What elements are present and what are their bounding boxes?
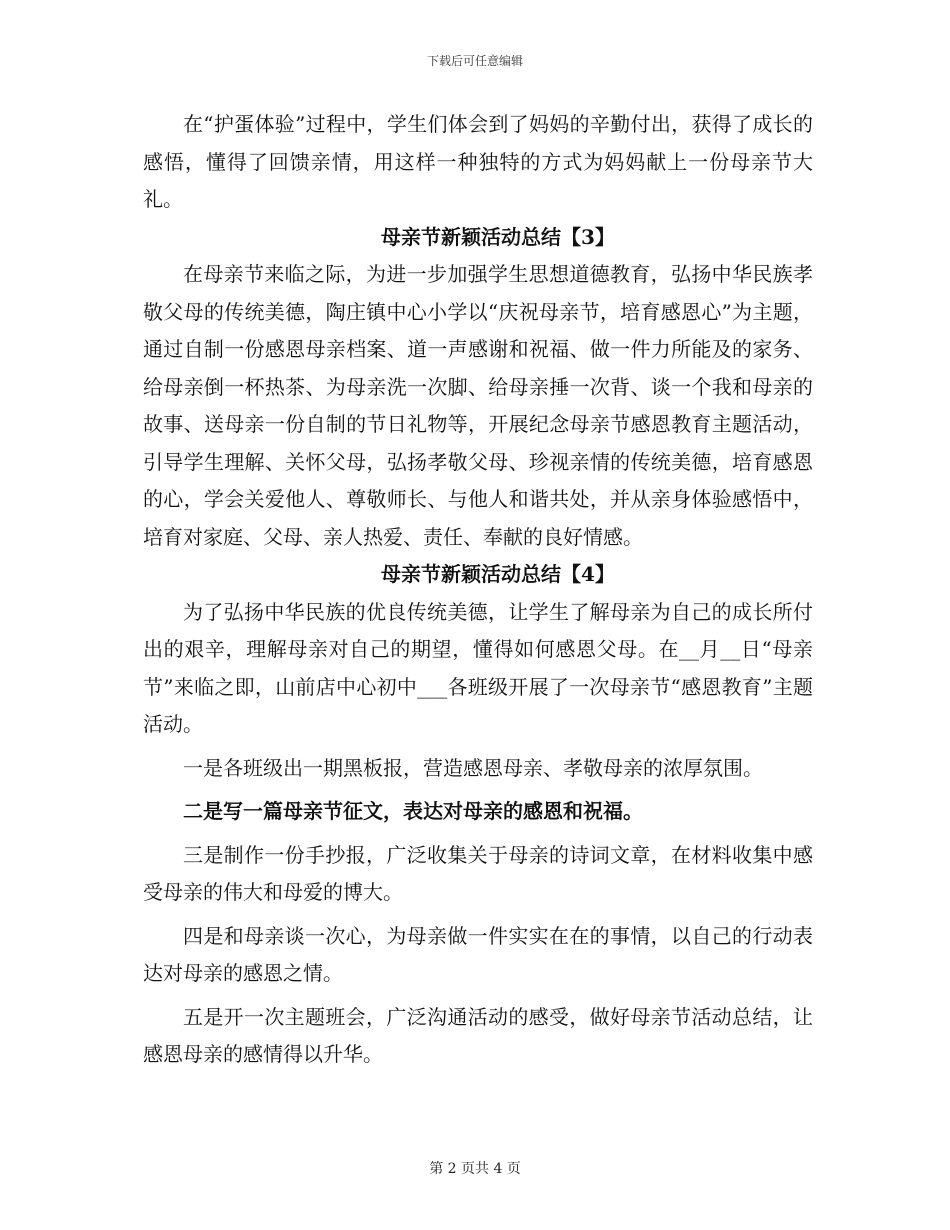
- paragraph-item-5: 五是开一次主题班会，广泛沟通活动的感受，做好母亲节活动总结，让感恩母亲的感情得以升华。: [143, 1004, 813, 1066]
- paragraph-section-4-intro: 为了弘扬中华民族的优良传统美德，让学生了解母亲为自己的成长所付出的艰辛，理解母亲对自己的期望，懂得如何感恩父母。在__月__日“母亲节”来临之即，山前店中心初中___各班级开展了一次母亲节“感恩教育”主题活动。: [143, 599, 813, 736]
- paragraph-item-1: 一是各班级出一期黑板报，营造感恩母亲、孝敬母亲的浓厚氛围。: [183, 755, 763, 780]
- page-header: 下载后可任意编辑: [426, 54, 523, 68]
- paragraph-section-3: 在母亲节来临之际，为进一步加强学生思想道德教育，弘扬中华民族孝敬父母的传统美德，陶庄镇中心小学以“庆祝母亲节，培育感恩心”为主题，通过自制一份感恩母亲档案、道一声感谢和祝福、做一件力所能及的家务、给母亲倒一杯热茶、为母亲洗一次脚、给母亲捶一次背、谈一个我和母亲的故事、送母亲一份自制的节日礼物等，开展纪念母亲节感恩教育主题活动，引导学生理解、关怀父母，弘扬孝敬父母、珍视亲情的传统美德，培育感恩的心，学会关爱他人、尊敬师长、与他人和谐共处，并从亲身体验感悟中，培育对家庭、父母、亲人热爱、责任、奉献的良好情感。: [143, 262, 813, 549]
- paragraph-item-4: 四是和母亲谈一次心，为母亲做一件实实在在的事情，以自己的行动表达对母亲的感恩之情。: [143, 923, 813, 985]
- section-title-3: 母亲节新颖活动总结【3】: [381, 224, 615, 249]
- paragraph-egg-experience: 在“护蛋体验”过程中，学生们体会到了妈妈的辛勤付出，获得了成长的感悟，懂得了回馈亲情，用这样一种独特的方式为妈妈献上一份母亲节大礼。: [143, 112, 813, 211]
- page-footer: 第 2 页共 4 页: [429, 1161, 521, 1177]
- paragraph-item-2: 二是写一篇母亲节征文，表达对母亲的感恩和祝福。: [183, 799, 643, 823]
- section-title-4: 母亲节新颖活动总结【4】: [381, 562, 615, 586]
- document-body: [143, 106, 813, 1074]
- paragraph-item-3: 三是制作一份手抄报，广泛收集关于母亲的诗词文章，在材料收集中感受母亲的伟大和母爱的博大。: [143, 842, 813, 904]
